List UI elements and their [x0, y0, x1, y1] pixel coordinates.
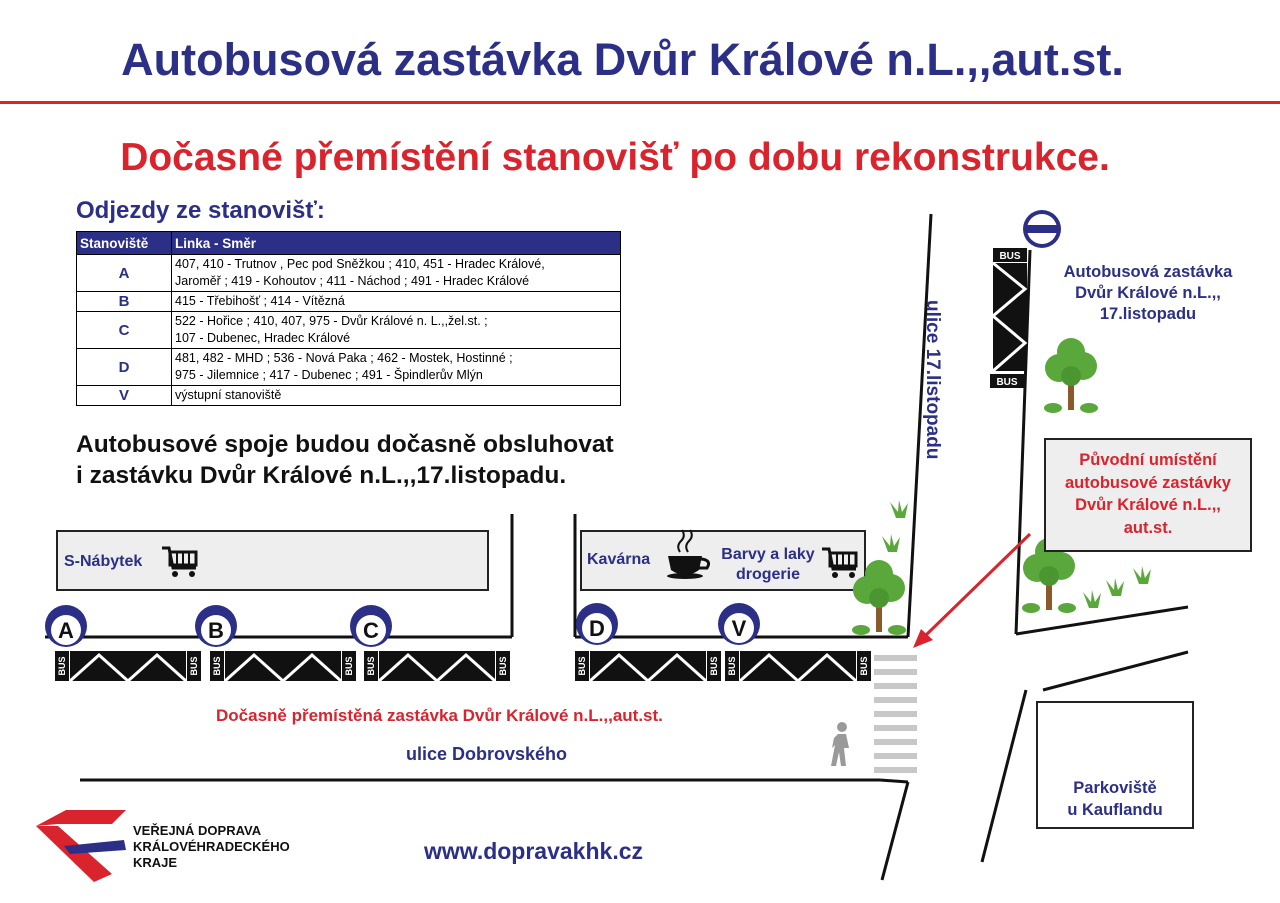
stop-17-listopadu-label [1035, 262, 1261, 325]
bus-bay [55, 651, 201, 681]
street-17-listopadu-label: ulice 17.listopadu [922, 300, 943, 460]
original-location-label [1044, 449, 1252, 539]
shop-label-line: drogerie [735, 566, 800, 583]
line-text: Jaroměř ; 419 - Kohoutov ; 411 - Náchod ; 491 - Hradec Králové [175, 274, 530, 288]
logo-line: KRAJE [133, 855, 178, 870]
note-line: i zastávku Dvůr Králové n.L.,,17.listopadu. [76, 462, 567, 489]
road-edge [1043, 652, 1188, 690]
logo-icon [36, 810, 126, 882]
line-text: 522 - Hořice ; 410, 407, 975 - Dvůr Králové n. L.,,žel.st. ; [175, 314, 488, 328]
logo-text [133, 823, 290, 871]
stand-marker-c [350, 605, 392, 647]
bus-bay [725, 651, 871, 681]
stand-code: V [77, 386, 172, 406]
shop-s-nabytek-label: S-Nábytek [64, 553, 143, 570]
original-label-line: aut.st. [1123, 518, 1173, 537]
stand-letter: B [208, 618, 224, 643]
stand-marker-a [45, 605, 87, 647]
parking-label-line: Parkoviště [1073, 779, 1157, 797]
bus-bay [575, 651, 721, 681]
line-text: 481, 482 - MHD ; 536 - Nová Paka ; 462 - Mostek, Hostinné ; [175, 351, 513, 365]
stand-letter: A [58, 618, 74, 643]
bus-label: BUS [999, 251, 1021, 262]
street-map: BUS BUS A B C D V BUS BUS [0, 0, 1280, 903]
grass-icon [1083, 590, 1101, 608]
stand-code: B [77, 292, 172, 312]
line-text: 407, 410 - Trutnov , Pec pod Sněžkou ; 410, 451 - Hradec Králové, [175, 257, 545, 271]
pedestrian-icon [831, 722, 849, 766]
bus-bay [990, 248, 1027, 388]
stand-marker-v [718, 603, 760, 645]
cafe-label: Kavárna [587, 551, 651, 568]
shop-label-line: Barvy a laky [721, 546, 815, 563]
parking-label [1036, 777, 1194, 821]
original-label-line: Původní umístění [1079, 451, 1217, 469]
line-text: 975 - Jilemnice ; 417 - Dubenec ; 491 - Špindlerův Mlýn [175, 368, 483, 382]
page-title: Autobusová zastávka Dvůr Králové n.L.,,aut.st. [121, 34, 1124, 85]
stop-label-line: Autobusová zastávka [1063, 263, 1233, 281]
stand-code: C [77, 312, 172, 349]
grass-icon [890, 500, 908, 518]
bus-label: BUS [996, 377, 1018, 388]
original-label-line: Dvůr Králové n.L.,, [1075, 496, 1221, 514]
bus-stop-sign-icon [1023, 210, 1061, 248]
stand-marker-d [576, 603, 618, 645]
shop-drogerie-label [712, 545, 824, 585]
road-edge [882, 782, 908, 880]
logo-line: VEŘEJNÁ DOPRAVA [133, 823, 262, 838]
website-link[interactable]: www.dopravakhk.cz [424, 838, 643, 864]
grass-icon [882, 534, 900, 552]
bus-bay [210, 651, 356, 681]
notice-subtitle: Dočasné přemístění stanovišť po dobu rekonstrukce. [120, 136, 1110, 179]
arrow-icon [913, 534, 1030, 648]
original-label-line: autobusové zastávky [1065, 473, 1231, 492]
crosswalk [874, 655, 917, 773]
bus-bay [364, 651, 510, 681]
road-edge [1016, 607, 1188, 634]
col-stand-header: Stanoviště [77, 232, 172, 255]
stop-label-line: Dvůr Králové n.L.,, [1075, 284, 1221, 302]
stand-marker-b [195, 605, 237, 647]
departures-heading: Odjezdy ze stanovišť: [76, 197, 325, 224]
line-text: 107 - Dubenec, Hradec Králové [175, 331, 351, 345]
grass-icon [1106, 578, 1124, 596]
stand-letter: D [589, 616, 605, 641]
street-dobrovskeho-label: ulice Dobrovského [406, 744, 568, 764]
tree-icon [1044, 338, 1098, 413]
temporary-stop-label: Dočasně přemístěná zastávka Dvůr Králové n.L.,,aut.st. [216, 706, 663, 725]
grass-icon [1133, 566, 1151, 584]
stand-letter: C [363, 618, 379, 643]
stand-letter: V [731, 616, 747, 641]
line-text: výstupní stanoviště [175, 388, 282, 402]
parking-label-line: u Kauflandu [1067, 801, 1163, 819]
road-edge [880, 780, 908, 782]
road-edge [982, 690, 1026, 862]
stand-code: D [77, 349, 172, 386]
col-line-header: Linka - Směr [172, 232, 621, 255]
logo-line: KRÁLOVÉHRADECKÉHO [133, 839, 290, 854]
line-text: 415 - Třebihošť ; 414 - Vítězná [175, 294, 345, 308]
note-line: Autobusové spoje budou dočasně obsluhovat [76, 431, 614, 458]
stop-label-line: 17.listopadu [1099, 305, 1197, 323]
stand-code: A [77, 255, 172, 292]
